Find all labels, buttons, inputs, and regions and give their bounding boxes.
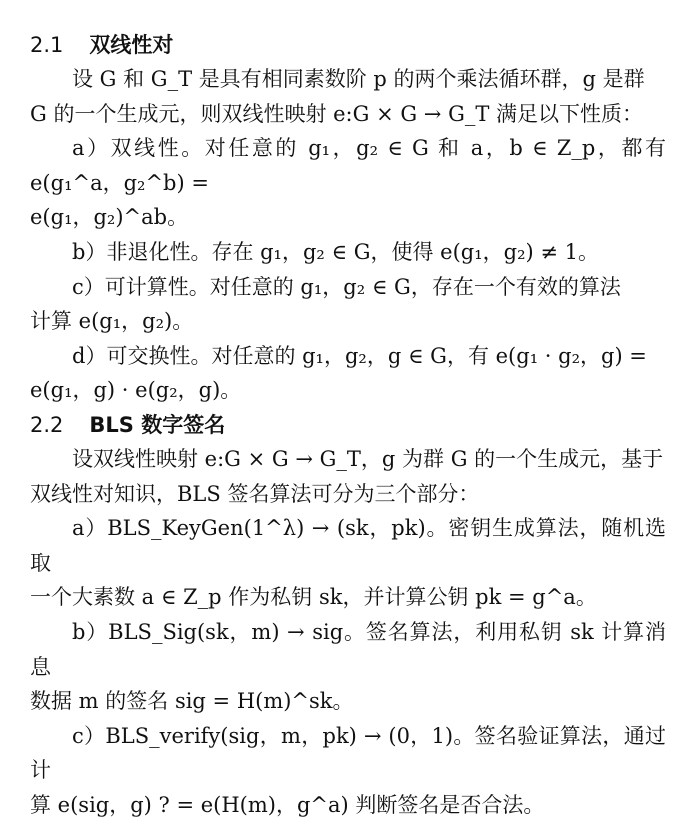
paragraph-line: e(g₁，g₂)^ab。 (30, 205, 189, 230)
section-title: 双线性对 (89, 33, 174, 57)
paragraph-line: 计算 e(g₁，g₂)。 (30, 309, 194, 334)
section-heading (30, 408, 666, 442)
section-body (30, 442, 666, 822)
paragraph-line: c）BLS_verify(sig，m，pk) → (0，1)。签名验证算法，通过计 (30, 723, 666, 783)
paragraph-line: 数据 m 的签名 sig = H(m)^sk。 (30, 689, 354, 714)
paragraph-line: e(g₁，g) · e(g₂，g)。 (30, 378, 242, 403)
paragraph-line: b）BLS_Sig(sk，m) → sig。签名算法，利用私钥 sk 计算消息 (30, 619, 666, 679)
paragraph-line: 一个大素数 a ∈ Z_p 作为私钥 sk，并计算公钥 pk = g^a。 (30, 585, 597, 610)
paragraph-line: 双线性对知识，BLS 签名算法可分为三个部分： (30, 481, 480, 506)
paragraph-line: 算 e(sig，g) ? = e(H(m)，g^a) 判断签名是否合法。 (30, 792, 545, 817)
section-2-2 (30, 408, 666, 822)
paragraph-line: 设 G 和 G_T 是具有相同素数阶 p 的两个乘法循环群，g 是群 (72, 67, 645, 91)
paragraph-line: c）可计算性。对任意的 g₁，g₂ ∈ G，存在一个有效的算法 (72, 274, 621, 299)
paragraph-line: b）非退化性。存在 g₁，g₂ ∈ G，使得 e(g₁，g₂) ≠ 1。 (72, 239, 600, 264)
paragraph-line: a）BLS_KeyGen(1^λ) → (sk，pk)。密钥生成算法，随机选取 (30, 516, 666, 575)
section-title: BLS 数字签名 (89, 412, 226, 437)
paragraph-line: a）双线性。对任意的 g₁，g₂ ∈ G 和 a，b ∈ Z_p，都有 e(g₁^a，g₂^b) = (30, 136, 666, 195)
paragraph-line: G 的一个生成元，则双线性映射 e:G × G → G_T 满足以下性质： (30, 101, 644, 126)
section-number: 2.2 (30, 412, 64, 437)
section-number: 2.1 (30, 33, 64, 57)
paragraph-line: 设双线性映射 e:G × G → G_T，g 为群 G 的一个生成元，基于 (72, 446, 664, 471)
section-body (30, 62, 666, 408)
section-2-1 (30, 28, 666, 408)
section-heading (30, 28, 666, 62)
paragraph-line: d）可交换性。对任意的 g₁，g₂，g ∈ G，有 e(g₁ · g₂，g) = (72, 343, 647, 368)
